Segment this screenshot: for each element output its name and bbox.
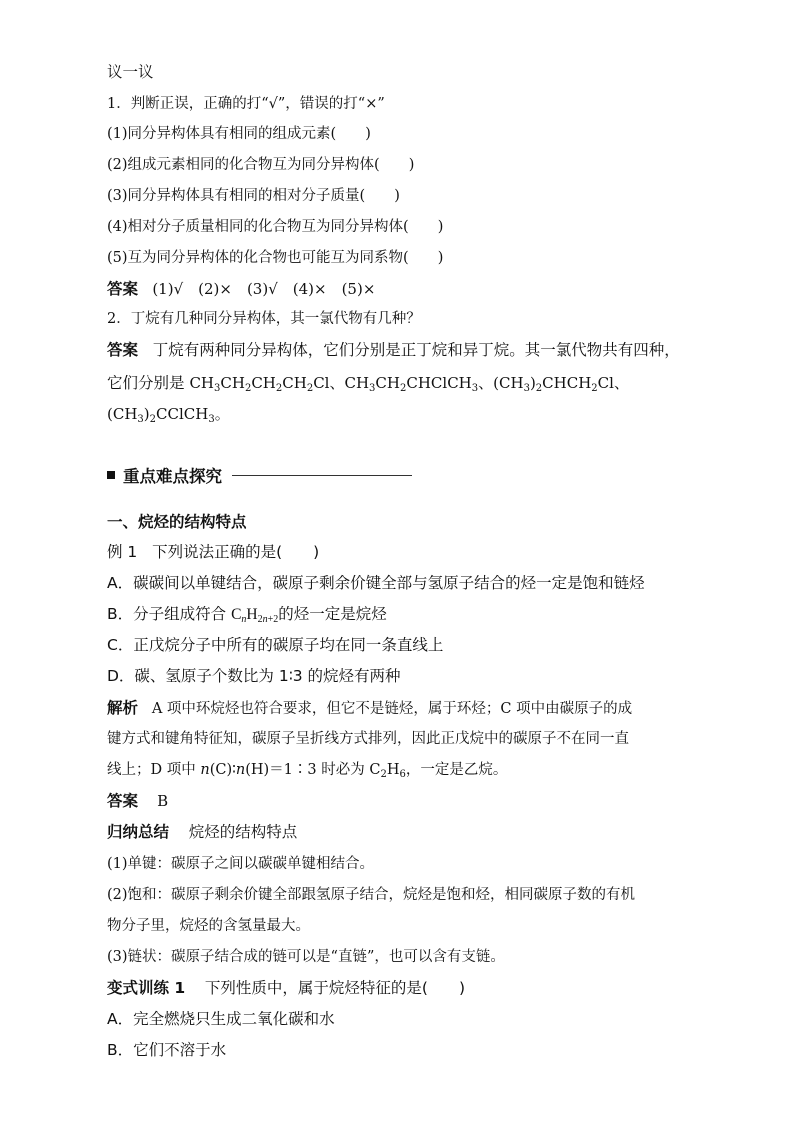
variant-option-a: A．完全燃烧只生成二氧化碳和水 (107, 1010, 335, 1028)
answer-2-line-2: 它们分别是 $CH_3CH_2CH_2CH_2Cl$、$CH_3CH_2CHClCH_3$、$(CH_3)_2CHCH_2Cl$、 (107, 374, 629, 394)
example-question: 下列说法正确的是( ) (152, 543, 320, 561)
square-bullet-icon (107, 471, 115, 479)
section-divider (232, 475, 412, 476)
question-2: 2．丁烷有几种同分异构体，其一氯代物有几种？ (107, 311, 421, 327)
option-d: D．碳、氢原子个数比为 1∶3 的烷烃有两种 (107, 667, 401, 685)
answer-text: (1)√ (2)× (3)√ (4)× (5)× (152, 280, 376, 298)
summary-item-3: (3)链状：碳原子结合成的链可以是“直链”，也可以含有支链。 (107, 949, 505, 965)
answer-2-line-1 (107, 340, 680, 360)
variant-1 (107, 978, 465, 998)
judgment-item-3: (3)同分异构体具有相同的相对分子质量( ) (107, 188, 400, 204)
option-b-formula: $C_nH_{2n+2}$ (231, 606, 279, 625)
summary-label: 归纳总结 (107, 823, 170, 841)
judgment-item-2: (2)组成元素相同的化合物互为同分异构体( ) (107, 157, 415, 173)
analysis-text-1: A 项中环烷烃也符合要求，但它不是链烃，属于环烃；C 项中由碳原子的成 (151, 701, 633, 717)
analysis-text-3a: 线上；D 项中 (107, 762, 201, 778)
analysis-line-3 (107, 760, 507, 785)
judgment-item-4: (4)相对分子质量相同的化合物互为同分异构体( ) (107, 219, 444, 235)
variant-question: 下列性质中，属于烷烃特征的是( ) (204, 979, 466, 997)
analysis-text-3c: ，一定是乙烷。 (405, 762, 508, 778)
summary-heading (107, 822, 297, 842)
formula-2: $CH_3CH_2CHClCH_3$ (344, 374, 479, 394)
option-b-suffix: 的烃一定是烷烃 (278, 605, 387, 623)
section-title: 重点难点探究 (123, 467, 222, 486)
answer-2-line-3: $(CH_3)_2CClCH_3$。 (107, 405, 230, 425)
analysis-label: 解析 (107, 699, 139, 717)
section-header (107, 463, 412, 487)
analysis-line-2: 键方式和键角特征知，碳原子呈折线方式排列，因此正戊烷中的碳原子不在同一直 (107, 731, 629, 747)
analysis-formula: $C_2H_6$ (369, 762, 406, 780)
discuss-heading: 议一议 (107, 63, 154, 81)
answer-2-text: 丁烷有两种同分异构体，它们分别是正丁烷和异丁烷。其一氯代物共有四种， (152, 341, 680, 359)
formula-1: $CH_3CH_2CH_2CH_2Cl$ (189, 374, 330, 394)
formula-3: $(CH_3)_2CHCH_2Cl$ (493, 374, 614, 394)
analysis-ratio: n(C)∶n(H)＝1∶3 (200, 762, 317, 778)
analysis-line-1 (107, 698, 632, 719)
answer-label: 答案 (107, 280, 139, 298)
analysis-text-3b: 时必为 (316, 762, 370, 778)
answer-label: 答案 (107, 792, 139, 810)
option-b (107, 604, 387, 630)
judgment-item-1: (1)同分异构体具有相同的组成元素( ) (107, 126, 371, 142)
example-label: 例 1 (107, 543, 138, 561)
answer-value: B (157, 792, 169, 810)
judgment-item-5: (5)互为同分异构体的化合物也可能互为同系物( ) (107, 250, 444, 266)
part1-heading: 一、烷烃的结构特点 (107, 513, 247, 531)
summary-item-2: (2)饱和：碳原子剩余价键全部跟氢原子结合，烷烃是饱和烃，相同碳原子数的有机 (107, 887, 636, 903)
variant-label: 变式训练 1 (107, 979, 186, 997)
answer-2-prefix: 它们分别是 (107, 374, 190, 392)
answer-label: 答案 (107, 341, 139, 359)
question-1: 1．判断正误，正确的打“√”，错误的打“×” (107, 96, 385, 112)
option-a: A．碳碳间以单键结合，碳原子剩余价键全部与氢原子结合的烃一定是饱和链烃 (107, 574, 645, 592)
option-c: C．正戊烷分子中所有的碳原子均在同一条直线上 (107, 636, 444, 654)
summary-item-1: (1)单键：碳原子之间以碳碳单键相结合。 (107, 856, 375, 872)
option-b-prefix: B．分子组成符合 (107, 605, 232, 623)
example-1 (107, 542, 319, 562)
answer-b (107, 791, 168, 811)
summary-title: 烷烃的结构特点 (188, 823, 298, 841)
formula-4: $(CH_3)_2CClCH_3$ (107, 405, 215, 425)
answer-1 (107, 279, 375, 299)
variant-option-b: B．它们不溶于水 (107, 1041, 227, 1059)
summary-item-2-cont: 物分子里，烷烃的含氢量最大。 (107, 918, 310, 934)
